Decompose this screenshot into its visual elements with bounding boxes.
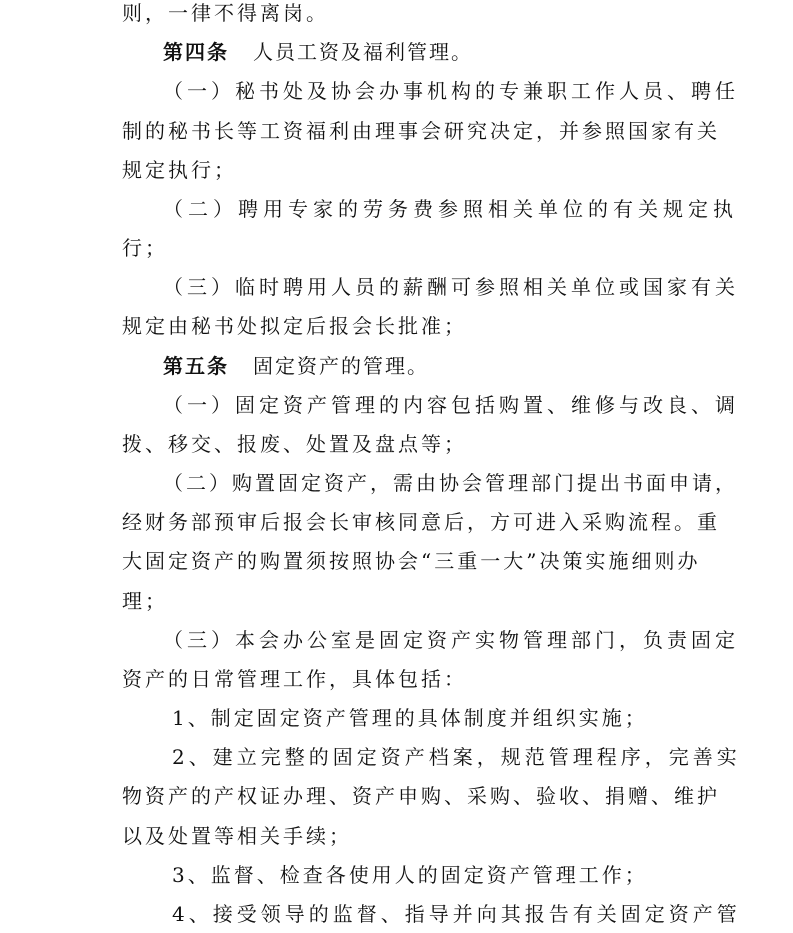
text-line bbox=[0, 777, 793, 815]
paragraph-text: 资产的日常管理工作，具体包括： bbox=[122, 666, 467, 691]
paragraph-text: 制的秘书长等工资福利由理事会研究决定，并参照国家有关 bbox=[122, 118, 720, 143]
text-line bbox=[0, 464, 793, 502]
text-line bbox=[0, 229, 793, 267]
section-heading-line bbox=[0, 347, 793, 385]
text-line bbox=[0, 151, 793, 189]
list-item-text: 3、监督、检查各使用人的固定资产管理工作； bbox=[172, 862, 648, 887]
paragraph-text: 行； bbox=[122, 236, 168, 261]
paragraph-text: 物资产的产权证办理、资产申购、采购、验收、捐赠、维护 bbox=[122, 784, 720, 809]
text-line bbox=[0, 72, 793, 110]
paragraph-text: 规定执行； bbox=[122, 157, 237, 182]
text-line bbox=[0, 817, 793, 855]
text-line bbox=[0, 190, 793, 228]
text-line bbox=[0, 112, 793, 150]
list-item-text: 2、建立完整的固定资产档案，规范管理程序，完善实 bbox=[172, 745, 741, 770]
paragraph-text: （一）秘书处及协会办事机构的专兼职工作人员、聘任 bbox=[163, 79, 739, 104]
text-line bbox=[0, 0, 793, 32]
list-item-text: 1、制定固定资产管理的具体制度并组织实施； bbox=[172, 706, 648, 731]
paragraph-text: （二）聘用专家的劳务费参照相关单位的有关规定执 bbox=[163, 196, 738, 221]
paragraph-text: （三）临时聘用人员的薪酬可参照相关单位或国家有关 bbox=[163, 275, 739, 300]
paragraph-text: 拨、移交、报废、处置及盘点等； bbox=[122, 431, 467, 456]
text-line bbox=[0, 268, 793, 306]
paragraph-text: （二）购置固定资产，需由协会管理部门提出书面申请， bbox=[163, 471, 738, 496]
article-number: 第四条 bbox=[163, 40, 229, 65]
list-item-line bbox=[0, 856, 793, 894]
text-line bbox=[0, 503, 793, 541]
article-title: 固定资产的管理。 bbox=[253, 353, 429, 378]
section-heading-line bbox=[0, 33, 793, 71]
text-line bbox=[0, 582, 793, 620]
text-line bbox=[0, 660, 793, 698]
text-line bbox=[0, 542, 793, 580]
text-line bbox=[0, 307, 793, 345]
paragraph-text: （三）本会办公室是固定资产实物管理部门，负责固定 bbox=[163, 627, 739, 652]
article-number: 第五条 bbox=[163, 353, 229, 378]
text-line bbox=[0, 425, 793, 463]
paragraph-text: 以及处置等相关手续； bbox=[122, 823, 352, 848]
list-item-line bbox=[0, 895, 793, 933]
list-item-text: 4、接受领导的监督、指导并向其报告有关固定资产管 bbox=[172, 902, 741, 926]
text-line bbox=[0, 621, 793, 659]
paragraph-text: 大固定资产的购置须按照协会“三重一大”决策实施细则办 bbox=[122, 549, 701, 574]
paragraph-text: （一）固定资产管理的内容包括购置、维修与改良、调 bbox=[163, 392, 739, 417]
article-title: 人员工资及福利管理。 bbox=[253, 40, 473, 65]
text-line bbox=[0, 386, 793, 424]
paragraph-text: 则，一律不得离岗。 bbox=[122, 1, 329, 25]
list-item-line bbox=[0, 699, 793, 737]
paragraph-text: 经财务部预审后报会长审核同意后，方可进入采购流程。重 bbox=[122, 510, 720, 535]
paragraph-text: 规定由秘书处拟定后报会长批准； bbox=[122, 314, 467, 339]
paragraph-text: 理； bbox=[122, 588, 168, 613]
list-item-line bbox=[0, 738, 793, 776]
